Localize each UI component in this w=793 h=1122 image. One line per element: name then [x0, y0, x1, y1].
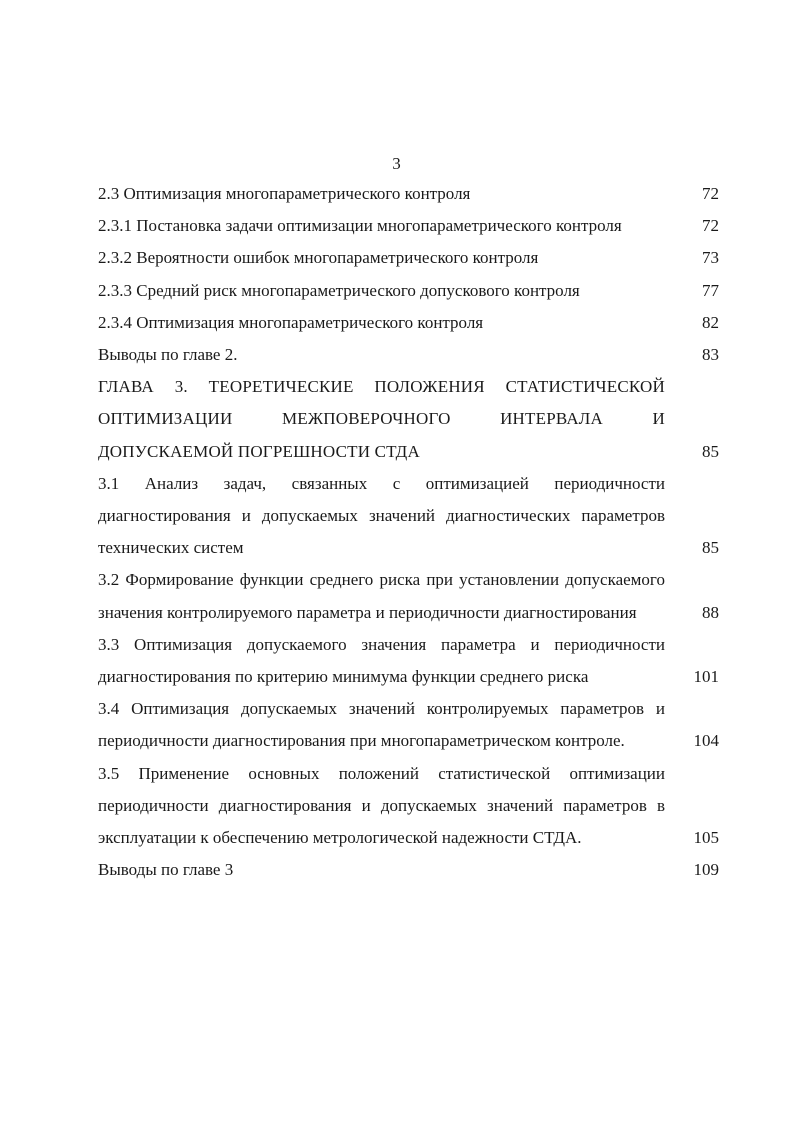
toc-entry-2-3-4[interactable] [98, 307, 723, 339]
toc-entry-3-4[interactable] [98, 693, 723, 757]
page-number: 3 [392, 154, 401, 173]
toc-entry-page: 85 [702, 441, 719, 461]
toc-entry-page: 72 [702, 184, 719, 203]
toc-entry-3-1[interactable] [98, 468, 723, 565]
toc-entry-page: 88 [702, 602, 719, 622]
toc-entry-title: 3.5 Применение основных положений статистической оптимизации периодичности диагностирования и допускаемых значений параметров в эксплуатации к обеспечению метрологической надежности СТДА. [98, 763, 665, 848]
toc-entry-title: 3.3 Оптимизация допускаемого значения параметра и периодичности диагностирования по критерию минимума функции среднего риска [98, 634, 665, 687]
toc-entry-title: 2.3 Оптимизация многопараметрического контроля [98, 184, 471, 203]
toc-entry-conclusions-3[interactable] [98, 854, 723, 886]
toc-entry-title: Выводы по главе 3 [98, 860, 234, 880]
toc-entry-page: 73 [702, 248, 719, 268]
toc-entry-page: 105 [693, 828, 719, 848]
toc-entry-2-3-1[interactable] [98, 210, 723, 242]
toc-entry-3-5[interactable] [98, 758, 723, 855]
toc-entry-chapter-3[interactable] [98, 371, 723, 468]
toc-entry-title: 3.1 Анализ задач, связанных с оптимизацией периодичности диагностирования и допускаемых значений диагностических параметров технических систем [98, 473, 665, 558]
toc-entry-page: 101 [693, 667, 719, 687]
toc-entry-title: 3.4 Оптимизация допускаемых значений контролируемых параметров и периодичности диагностирования при многопараметрическом контроле. [98, 699, 665, 751]
toc-entry-title: 2.3.2 Вероятности ошибок многопараметрического контроля [98, 248, 539, 268]
toc-entry-page: 83 [702, 345, 719, 365]
toc-entry-2-3[interactable] [98, 178, 723, 210]
toc-entry-title: ГЛАВА 3. ТЕОРЕТИЧЕСКИЕ ПОЛОЖЕНИЯ СТАТИСТИЧЕСКОЙ ОПТИМИЗАЦИИ МЕЖПОВЕРОЧНОГО ИНТЕРВАЛА И ДОПУСКАЕМОЙ ПОГРЕШНОСТИ СТДА [98, 377, 665, 461]
toc-entry-page: 72 [702, 216, 719, 236]
table-of-contents [98, 178, 723, 886]
toc-entry-page: 85 [702, 538, 719, 558]
toc-entry-3-2[interactable] [98, 564, 723, 628]
toc-entry-title: 3.2 Формирование функции среднего риска при установлении допускаемого значения контролируемого параметра и периодичности диагностирования [98, 570, 665, 622]
toc-entry-page: 82 [702, 312, 719, 332]
toc-entry-title: 2.3.4 Оптимизация многопараметрического контроля [98, 312, 484, 332]
toc-entry-3-3[interactable] [98, 629, 723, 693]
toc-entry-page: 77 [702, 280, 719, 300]
toc-entry-title: 2.3.1 Постановка задачи оптимизации многопараметрического контроля [98, 216, 622, 236]
toc-entry-title: Выводы по главе 2. [98, 345, 238, 365]
toc-entry-2-3-3[interactable] [98, 275, 723, 307]
toc-entry-2-3-2[interactable] [98, 242, 723, 274]
toc-entry-title: 2.3.3 Средний риск многопараметрического допускового контроля [98, 280, 580, 300]
toc-entry-page: 109 [693, 860, 719, 880]
toc-entry-conclusions-2[interactable] [98, 339, 723, 371]
toc-entry-page: 104 [693, 731, 719, 751]
